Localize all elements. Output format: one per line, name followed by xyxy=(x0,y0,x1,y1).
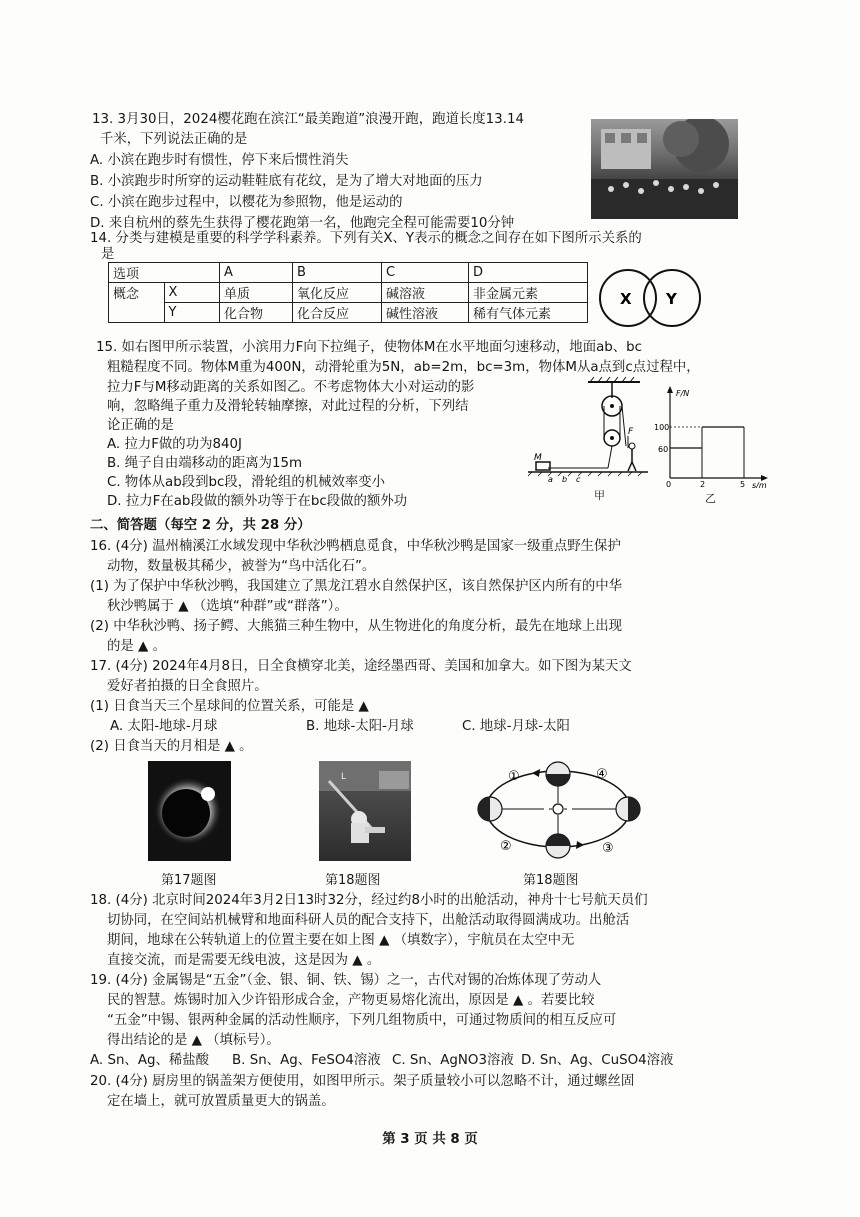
graph-ytick: 100 xyxy=(654,423,670,432)
label-m: M xyxy=(534,453,542,463)
table-cell: 碱性溶液 xyxy=(382,303,469,323)
table-cell: C xyxy=(382,263,469,283)
table-cell: 稀有气体元素 xyxy=(469,303,588,323)
caption-fig17: 第17题图 xyxy=(161,873,217,888)
table-cell: D xyxy=(469,263,588,283)
label-f: F xyxy=(628,427,634,437)
earth-orbit-diagram xyxy=(472,752,650,866)
text-line: 20. (4分) 厨房里的锅盖架方便使用，如图甲所示。架子质量较小可以忽略不计，通过螺丝固 xyxy=(90,1074,635,1089)
text-line: C. Sn、AgNO3溶液 xyxy=(392,1053,514,1068)
text-line: 千米，下列说法正确的是 xyxy=(100,132,248,147)
text-line: 17. (4分) 2024年4月8日，日全食横穿北美，途经墨西哥、美国和加拿大。如下图为某天文 xyxy=(90,659,632,674)
label-c: c xyxy=(576,475,581,484)
graph-xlabel: s/m xyxy=(752,481,767,488)
text-line: 期间，地球在公转轨道上的位置主要在如上图 ▲ （填数字），宇航员在太空中无 xyxy=(107,933,575,948)
text-line: 直接交流，而是需要无线电波，这是因为 ▲ 。 xyxy=(107,953,381,968)
text-line: 民的智慧。炼锡时加入少许铅形成合金，产物更易熔化流出，原因是 ▲ 。若要比较 xyxy=(107,993,595,1008)
text-line: B. 绳子自由端移动的距离为15m xyxy=(107,456,303,471)
text-line: 14. 分类与建模是重要的科学学科素养。下列有关X、Y表示的概念之间存在如下图所示关系的 xyxy=(90,231,642,246)
caption-fig18b: 第18题图 xyxy=(523,873,579,888)
text-line: 13. 3月30日，2024樱花跑在滨江“最美跑道”浪漫开跑，跑道长度13.14 xyxy=(92,112,524,127)
table-cell: 选项 xyxy=(109,263,220,283)
text-line: 粗糙程度不同。物体M重为400N，动滑轮重为5N，ab=2m，bc=3m，物体M从a点到c点过程中， xyxy=(107,360,700,375)
table-cell: B xyxy=(293,263,382,283)
text-line: (1) 为了保护中华秋沙鸭，我国建立了黑龙江碧水自然保护区，该自然保护区内所有的中华 xyxy=(90,579,623,594)
table-cell: 化合反应 xyxy=(293,303,382,323)
earth-icon-right xyxy=(616,797,640,821)
cherry-run-photo xyxy=(591,119,738,219)
text-line: (2) 中华秋沙鸭、扬子鳄、大熊猫三种生物中，从生物进化的角度分析，最先在地球上出现 xyxy=(90,619,623,634)
text-line: 切协同，在空间站机械臂和地面科研人员的配合支持下，出舱活动取得圆满成功。出舱活 xyxy=(107,913,630,928)
graph-xtick: 0 xyxy=(666,480,672,488)
text-line: B. 地球-太阳-月球 xyxy=(306,719,414,734)
text-line: 秋沙鸭属于 ▲ （选填“种群”或“群落”）。 xyxy=(107,599,348,614)
text-line: A. 小滨在跑步时有惯性，停下来后惯性消失 xyxy=(90,153,349,168)
earth-icon-left xyxy=(478,797,502,821)
text-line: 16. (4分) 温州楠溪江水域发现中华秋沙鸭栖息觅食，中华秋沙鸭是国家一级重点野生保护 xyxy=(90,539,621,554)
text-line: C. 物体从ab段到bc段，滑轮组的机械效率变小 xyxy=(107,475,386,490)
page-footer: 第 3 页 共 8 页 xyxy=(382,1132,478,1147)
text-line: 18. (4分) 北京时间2024年3月2日13时32分，经过约8小时的出舱活动，神舟十七号航天员们 xyxy=(90,893,648,908)
text-line: 19. (4分) 金属锡是“五金”（金、银、铜、铁、锡）之一，古代对锡的冶炼体现了劳动人 xyxy=(90,973,602,988)
table-cell: 碱溶液 xyxy=(382,283,469,303)
text-line: 得出结论的是 ▲ （填标号）。 xyxy=(107,1033,280,1048)
text-line: C. 地球-月球-太阳 xyxy=(462,719,570,734)
orbit-label: ③ xyxy=(602,841,614,856)
table-cell: Y xyxy=(164,303,220,323)
table-row xyxy=(109,283,588,303)
table-cell: 氧化反应 xyxy=(293,283,382,303)
text-line: (2) 日食当天的月相是 ▲ 。 xyxy=(90,739,253,754)
text-line: D. 拉力F在ab段做的额外功等于在bc段做的额外功 xyxy=(107,494,408,509)
svg-text:L: L xyxy=(341,772,347,782)
caption-fig18a: 第18题图 xyxy=(325,873,381,888)
table-cell: 非金属元素 xyxy=(469,283,588,303)
text-line: B. 小滨跑步时所穿的运动鞋鞋底有花纹，是为了增大对地面的压力 xyxy=(90,174,483,189)
spacewalk-photo xyxy=(319,761,411,861)
label-a: a xyxy=(548,475,553,484)
table-cell: 单质 xyxy=(220,283,293,303)
text-line: A. 拉力F做的功为840J xyxy=(107,437,242,452)
eclipse-photo xyxy=(148,761,231,861)
text-line: A. 太阳-地球-月球 xyxy=(110,719,218,734)
text-line: 动物，数量极其稀少，被誉为“鸟中活化石”。 xyxy=(107,559,376,574)
text-line: A. Sn、Ag、稀盐酸 xyxy=(90,1053,210,1068)
text-line: B. Sn、Ag、FeSO4溶液 xyxy=(232,1053,381,1068)
text-line: 15. 如右图甲所示装置，小滨用力F向下拉绳子，使物体M在水平地面匀速移动，地面ab、bc xyxy=(96,340,643,355)
graph-ytick: 60 xyxy=(658,445,669,454)
table-cell: X xyxy=(164,283,220,303)
label-b: b xyxy=(562,475,568,484)
orbit-label: ① xyxy=(508,769,520,784)
text-line: 的是 ▲ 。 xyxy=(107,639,166,654)
graph-xtick: 5 xyxy=(740,480,746,488)
caption-jia: 甲 xyxy=(594,489,605,502)
text-line: 定在墙上，就可放置质量更大的锅盖。 xyxy=(107,1094,335,1109)
venn-label-x: X xyxy=(620,290,632,308)
text-line: D. 来自杭州的蔡先生获得了樱花跑第一名，他跑完全程可能需要10分钟 xyxy=(90,216,515,231)
table-cell: A xyxy=(220,263,293,283)
text-line: D. Sn、Ag、CuSO4溶液 xyxy=(521,1053,674,1068)
pulley-diagram xyxy=(528,376,650,484)
venn-diagram xyxy=(596,266,706,330)
text-line: C. 小滨在跑步过程中，以樱花为参照物，他是运动的 xyxy=(90,195,403,210)
text-line: 响，忽略绳子重力及滑轮转轴摩擦，对此过程的分析，下列结 xyxy=(107,399,469,414)
text-line: 二、简答题（每空 2 分，共 28 分） xyxy=(90,518,311,533)
venn-label-y: Y xyxy=(666,290,677,308)
text-line: (1) 日食当天三个星球间的位置关系，可能是 ▲ xyxy=(90,699,369,714)
text-line: 是 xyxy=(101,247,115,262)
graph-xtick: 2 xyxy=(700,480,706,488)
table-cell: 化合物 xyxy=(220,303,293,323)
text-line: 拉力F与M移动距离的关系如图乙。不考虑物体大小对运动的影 xyxy=(107,380,475,395)
concept-table xyxy=(108,262,588,323)
text-line: 论正确的是 xyxy=(107,418,174,433)
force-distance-graph xyxy=(652,384,772,488)
block-m xyxy=(536,462,550,470)
text-line: 爱好者拍摄的日全食照片。 xyxy=(107,679,268,694)
orbit-label: ④ xyxy=(596,767,608,782)
caption-yi: 乙 xyxy=(705,492,716,505)
earth-icon-top xyxy=(546,762,570,786)
table-row xyxy=(109,263,588,283)
text-line: “五金”中锡、银两种金属的活动性顺序，下列几组物质中，可通过物质间的相互反应可 xyxy=(107,1013,617,1028)
table-row xyxy=(109,303,588,323)
graph-ylabel: F/N xyxy=(676,389,690,398)
sun-icon xyxy=(549,800,567,818)
table-cell: 概念 xyxy=(109,283,165,323)
orbit-label: ② xyxy=(500,839,512,854)
earth-icon-bottom xyxy=(546,834,570,858)
